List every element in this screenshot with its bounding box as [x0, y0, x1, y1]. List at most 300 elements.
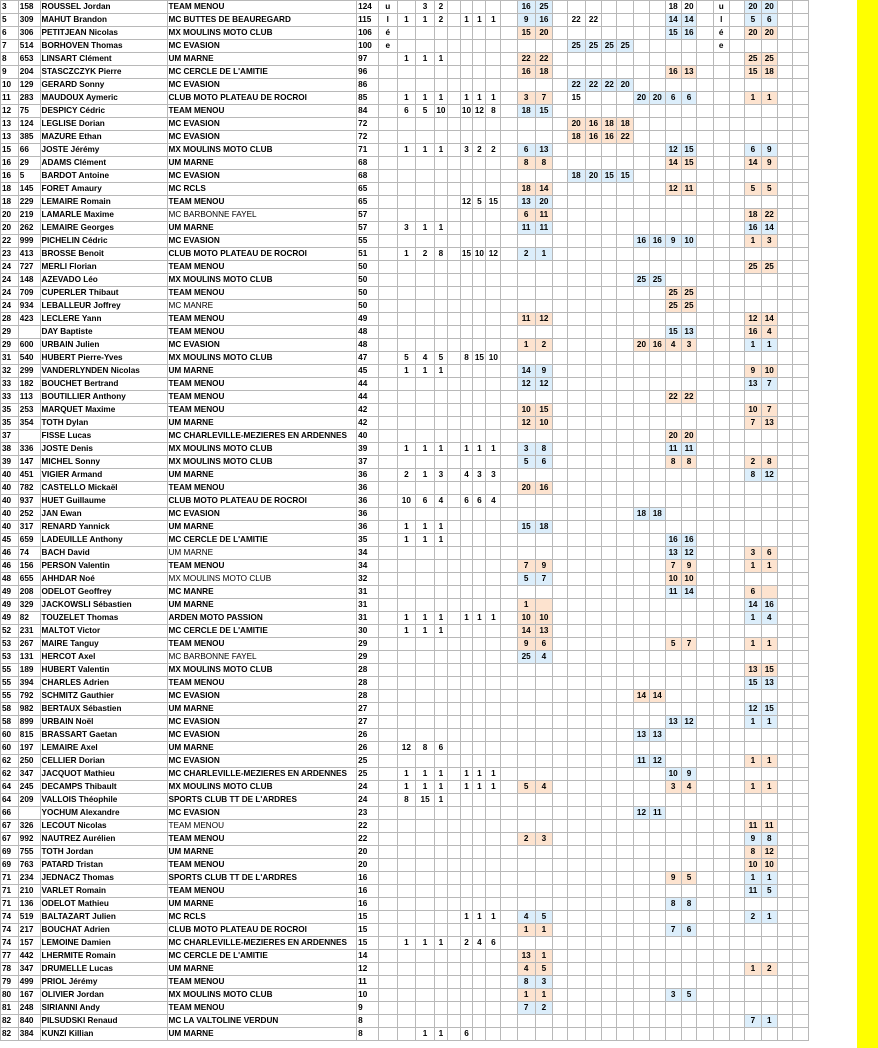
heat-b-cell: 8 — [460, 352, 473, 365]
rank-cell: 78 — [1, 963, 19, 976]
heat-b-cell: 3 — [460, 144, 473, 157]
score-cell — [617, 404, 634, 417]
score-cell — [649, 885, 665, 898]
total-cell: 10 — [357, 989, 379, 1002]
score-cell — [585, 586, 602, 599]
score-cell — [617, 235, 634, 248]
score-cell — [567, 885, 585, 898]
table-row — [1, 1002, 857, 1015]
table-row — [1, 27, 857, 40]
score-cell — [535, 430, 553, 443]
score-cell — [585, 53, 602, 66]
score-cell: 18 — [517, 105, 535, 118]
score-cell — [585, 755, 602, 768]
total-cell: 48 — [357, 326, 379, 339]
marker-left-cell — [378, 599, 397, 612]
spacer-cell — [501, 1002, 517, 1015]
score-cell — [585, 378, 602, 391]
number-cell: 755 — [18, 846, 40, 859]
score-cell — [585, 937, 602, 950]
spacer-cell — [793, 872, 808, 885]
heat-b-cell — [460, 521, 473, 534]
rider-name-cell: TOUZELET Thomas — [40, 612, 167, 625]
score-cell — [634, 638, 650, 651]
spacer-cell — [793, 404, 808, 417]
score-cell — [535, 469, 553, 482]
heat-a-cell — [416, 79, 435, 92]
score-cell: 15 — [517, 27, 535, 40]
spacer-cell — [553, 638, 568, 651]
score-cell: 15 — [535, 105, 553, 118]
score-cell — [585, 157, 602, 170]
score-cell: 15 — [567, 92, 585, 105]
score-cell — [535, 274, 553, 287]
spacer-cell — [697, 27, 713, 40]
marker-left-cell — [378, 807, 397, 820]
marker-left-cell — [378, 924, 397, 937]
number-cell: 451 — [18, 469, 40, 482]
score-cell — [585, 521, 602, 534]
spacer-cell — [777, 183, 792, 196]
score-cell: 10 — [517, 404, 535, 417]
spacer-cell — [777, 235, 792, 248]
club-cell: MC EVASION — [167, 131, 357, 144]
score-cell — [617, 248, 634, 261]
spacer-cell — [447, 313, 460, 326]
rank-cell: 53 — [1, 638, 19, 651]
heat-a-cell — [397, 66, 416, 79]
score-cell: 9 — [681, 768, 697, 781]
score-cell — [761, 898, 777, 911]
score-cell — [761, 482, 777, 495]
score-cell: 18 — [535, 521, 553, 534]
heat-a-cell: 1 — [416, 144, 435, 157]
marker-left-cell — [378, 690, 397, 703]
score-cell — [681, 508, 697, 521]
spacer-cell — [501, 339, 517, 352]
heat-b-cell — [460, 742, 473, 755]
score-cell: 11 — [634, 755, 650, 768]
marker-left-cell — [378, 235, 397, 248]
marker-left-cell — [378, 534, 397, 547]
rank-cell: 71 — [1, 872, 19, 885]
marker-left-cell — [378, 885, 397, 898]
spacer-cell — [447, 846, 460, 859]
score-cell — [602, 274, 617, 287]
heat-a-cell — [416, 807, 435, 820]
heat-a-cell — [416, 859, 435, 872]
heat-a-cell — [434, 196, 447, 209]
score-cell — [567, 1002, 585, 1015]
heat-b-cell — [460, 716, 473, 729]
spacer-cell — [553, 781, 568, 794]
score-cell: 25 — [761, 261, 777, 274]
spacer-cell — [501, 690, 517, 703]
spacer-cell — [697, 313, 713, 326]
spacer-cell — [447, 495, 460, 508]
heat-a-cell — [397, 911, 416, 924]
spacer-cell — [777, 716, 792, 729]
score-cell: 6 — [681, 92, 697, 105]
score-cell — [649, 976, 665, 989]
rider-name-cell: BARDOT Antoine — [40, 170, 167, 183]
marker-right-cell — [713, 690, 729, 703]
spacer-cell — [697, 339, 713, 352]
score-cell — [649, 573, 665, 586]
club-cell: MC CERCLE DE L'AMITIE — [167, 950, 357, 963]
score-cell: 22 — [681, 391, 697, 404]
score-cell — [634, 898, 650, 911]
spacer-cell — [729, 833, 744, 846]
score-cell — [649, 326, 665, 339]
score-cell: 14 — [649, 690, 665, 703]
heat-a-cell — [416, 950, 435, 963]
heat-b-cell — [473, 989, 486, 1002]
heat-b-cell — [486, 846, 501, 859]
heat-b-cell: 2 — [486, 144, 501, 157]
table-row — [1, 313, 857, 326]
total-cell: 124 — [357, 1, 379, 14]
heat-a-cell: 1 — [397, 612, 416, 625]
score-cell — [535, 898, 553, 911]
score-cell: 7 — [517, 1002, 535, 1015]
score-cell — [535, 677, 553, 690]
spacer-cell — [697, 157, 713, 170]
number-cell: 210 — [18, 885, 40, 898]
spacer-cell — [501, 131, 517, 144]
total-cell: 28 — [357, 677, 379, 690]
heat-b-cell — [460, 183, 473, 196]
spacer-cell — [447, 469, 460, 482]
spacer-cell — [447, 690, 460, 703]
marker-left-cell — [378, 157, 397, 170]
marker-left-cell — [378, 248, 397, 261]
number-cell: 306 — [18, 27, 40, 40]
heat-b-cell — [460, 339, 473, 352]
score-cell — [602, 534, 617, 547]
heat-a-cell — [416, 313, 435, 326]
score-cell — [745, 989, 762, 1002]
score-cell — [681, 482, 697, 495]
spacer-cell — [793, 40, 808, 53]
heat-a-cell — [416, 976, 435, 989]
marker-left-cell — [378, 391, 397, 404]
spacer-cell — [777, 339, 792, 352]
score-cell — [681, 690, 697, 703]
rider-name-cell: MAIRE Tanguy — [40, 638, 167, 651]
score-cell — [617, 599, 634, 612]
heat-b-cell — [486, 1002, 501, 1015]
marker-left-cell — [378, 105, 397, 118]
score-cell — [634, 313, 650, 326]
spacer-cell — [777, 586, 792, 599]
spacer-cell — [777, 625, 792, 638]
score-cell — [602, 937, 617, 950]
score-cell — [649, 638, 665, 651]
heat-b-cell — [486, 872, 501, 885]
heat-b-cell: 1 — [460, 92, 473, 105]
heat-a-cell — [397, 1, 416, 14]
marker-left-cell — [378, 859, 397, 872]
score-cell — [745, 170, 762, 183]
marker-left-cell — [378, 469, 397, 482]
heat-a-cell — [397, 1015, 416, 1028]
score-cell: 1 — [745, 92, 762, 105]
spacer-cell — [729, 157, 744, 170]
number-cell: 231 — [18, 625, 40, 638]
spacer-cell — [447, 651, 460, 664]
marker-right-cell — [713, 261, 729, 274]
score-cell — [617, 1002, 634, 1015]
heat-a-cell — [434, 66, 447, 79]
score-cell — [602, 105, 617, 118]
rank-cell: 82 — [1, 1015, 19, 1028]
score-cell — [681, 651, 697, 664]
score-cell: 1 — [761, 911, 777, 924]
spacer-cell — [501, 66, 517, 79]
score-cell — [567, 924, 585, 937]
score-cell: 8 — [681, 456, 697, 469]
score-cell — [567, 677, 585, 690]
heat-b-cell — [473, 794, 486, 807]
heat-a-cell — [397, 170, 416, 183]
heat-b-cell — [473, 1002, 486, 1015]
score-cell — [517, 261, 535, 274]
heat-b-cell: 6 — [486, 937, 501, 950]
club-cell: UM MARNE — [167, 521, 357, 534]
total-cell: 9 — [357, 1002, 379, 1015]
table-row — [1, 53, 857, 66]
heat-a-cell — [416, 599, 435, 612]
spacer-cell — [729, 248, 744, 261]
score-cell: 3 — [665, 989, 681, 1002]
spacer-cell — [777, 807, 792, 820]
table-row — [1, 937, 857, 950]
score-cell — [517, 131, 535, 144]
score-cell — [567, 729, 585, 742]
marker-right-cell — [713, 586, 729, 599]
spacer-cell — [697, 963, 713, 976]
score-cell — [665, 469, 681, 482]
spacer-cell — [697, 898, 713, 911]
heat-b-cell — [486, 417, 501, 430]
spacer-cell — [501, 274, 517, 287]
spacer-cell — [793, 365, 808, 378]
heat-b-cell — [486, 729, 501, 742]
table-row — [1, 898, 857, 911]
marker-left-cell — [378, 833, 397, 846]
club-cell: TEAM MENOU — [167, 859, 357, 872]
rider-name-cell: HERCOT Axel — [40, 651, 167, 664]
score-cell — [634, 326, 650, 339]
number-cell: 66 — [18, 144, 40, 157]
rider-name-cell: FISSE Lucas — [40, 430, 167, 443]
spacer-cell — [729, 989, 744, 1002]
heat-a-cell — [434, 456, 447, 469]
score-cell — [535, 768, 553, 781]
spacer-cell — [553, 937, 568, 950]
club-cell: MC EVASION — [167, 339, 357, 352]
heat-a-cell: 1 — [397, 92, 416, 105]
score-cell — [602, 989, 617, 1002]
heat-b-cell — [473, 456, 486, 469]
score-cell — [649, 209, 665, 222]
score-cell — [585, 339, 602, 352]
score-cell: 20 — [535, 196, 553, 209]
heat-b-cell — [473, 560, 486, 573]
total-cell: 51 — [357, 248, 379, 261]
score-cell: 9 — [745, 365, 762, 378]
spacer-cell — [447, 898, 460, 911]
score-cell — [681, 209, 697, 222]
marker-left-cell — [378, 456, 397, 469]
club-cell: CLUB MOTO PLATEAU DE ROCROI — [167, 495, 357, 508]
heat-a-cell — [434, 339, 447, 352]
heat-b-cell — [486, 534, 501, 547]
number-cell: 158 — [18, 1, 40, 14]
score-cell: 10 — [745, 859, 762, 872]
rank-cell: 67 — [1, 820, 19, 833]
heat-a-cell — [434, 482, 447, 495]
rider-name-cell: OLIVIER Jordan — [40, 989, 167, 1002]
score-cell — [634, 443, 650, 456]
spacer-cell — [697, 885, 713, 898]
score-cell: 1 — [517, 989, 535, 1002]
score-cell: 25 — [535, 1, 553, 14]
score-cell — [649, 794, 665, 807]
score-cell — [761, 534, 777, 547]
score-cell — [517, 820, 535, 833]
heat-a-cell — [416, 677, 435, 690]
number-cell: 283 — [18, 92, 40, 105]
table-row — [1, 235, 857, 248]
score-cell: 13 — [745, 378, 762, 391]
score-cell — [745, 40, 762, 53]
score-cell: 1 — [761, 716, 777, 729]
heat-b-cell — [473, 79, 486, 92]
spacer-cell — [447, 768, 460, 781]
score-cell: 1 — [517, 339, 535, 352]
score-cell — [634, 183, 650, 196]
score-cell: 15 — [681, 157, 697, 170]
heat-b-cell — [486, 66, 501, 79]
score-cell — [535, 703, 553, 716]
heat-b-cell — [486, 547, 501, 560]
table-row — [1, 456, 857, 469]
heat-a-cell: 1 — [434, 625, 447, 638]
heat-b-cell — [486, 79, 501, 92]
number-cell: 189 — [18, 664, 40, 677]
score-cell — [634, 378, 650, 391]
score-cell — [602, 521, 617, 534]
spacer-cell — [793, 638, 808, 651]
score-cell — [617, 261, 634, 274]
score-cell — [517, 807, 535, 820]
spacer-cell — [447, 625, 460, 638]
marker-left-cell — [378, 79, 397, 92]
score-cell: 13 — [517, 950, 535, 963]
heat-b-cell — [473, 222, 486, 235]
score-cell — [585, 456, 602, 469]
score-cell — [617, 456, 634, 469]
score-cell — [585, 209, 602, 222]
score-cell: 10 — [517, 612, 535, 625]
heat-b-cell: 6 — [460, 495, 473, 508]
score-cell — [665, 807, 681, 820]
score-cell: 1 — [535, 950, 553, 963]
marker-right-cell — [713, 469, 729, 482]
spacer-cell — [447, 872, 460, 885]
score-cell: 8 — [761, 833, 777, 846]
spacer-cell — [793, 300, 808, 313]
heat-b-cell — [473, 703, 486, 716]
score-cell — [602, 573, 617, 586]
spacer-cell — [553, 313, 568, 326]
spacer-cell — [729, 326, 744, 339]
spacer-cell — [729, 950, 744, 963]
rank-cell: 52 — [1, 625, 19, 638]
spacer-cell — [447, 794, 460, 807]
heat-b-cell — [473, 885, 486, 898]
rank-cell: 74 — [1, 911, 19, 924]
score-cell: 5 — [745, 183, 762, 196]
club-cell: UM MARNE — [167, 53, 357, 66]
spacer-cell — [447, 417, 460, 430]
heat-b-cell — [473, 898, 486, 911]
spacer-cell — [501, 963, 517, 976]
heat-b-cell — [460, 573, 473, 586]
heat-b-cell: 1 — [486, 612, 501, 625]
marker-right-cell — [713, 79, 729, 92]
spacer-cell — [501, 404, 517, 417]
score-cell — [649, 742, 665, 755]
club-cell: MC CHARLEVILLE-MEZIERES EN ARDENNES — [167, 430, 357, 443]
table-row — [1, 14, 857, 27]
score-cell — [585, 898, 602, 911]
score-cell — [761, 625, 777, 638]
score-cell: 16 — [649, 339, 665, 352]
spacer-cell — [697, 378, 713, 391]
spacer-cell — [697, 872, 713, 885]
number-cell: 655 — [18, 573, 40, 586]
heat-a-cell — [416, 885, 435, 898]
heat-a-cell — [434, 417, 447, 430]
score-cell: 25 — [634, 274, 650, 287]
total-cell: 39 — [357, 443, 379, 456]
heat-b-cell — [473, 482, 486, 495]
heat-a-cell — [434, 872, 447, 885]
score-cell: 10 — [535, 612, 553, 625]
score-cell — [602, 469, 617, 482]
score-cell — [602, 547, 617, 560]
spacer-cell — [729, 703, 744, 716]
spacer-cell — [553, 248, 568, 261]
score-cell: 4 — [535, 651, 553, 664]
club-cell: UM MARNE — [167, 547, 357, 560]
score-cell — [649, 820, 665, 833]
score-cell — [681, 807, 697, 820]
heat-a-cell: 1 — [434, 612, 447, 625]
heat-b-cell — [460, 703, 473, 716]
spacer-cell — [777, 105, 792, 118]
heat-a-cell — [434, 846, 447, 859]
marker-right-cell — [713, 547, 729, 560]
score-cell — [517, 391, 535, 404]
spacer-cell — [553, 677, 568, 690]
score-cell — [745, 1002, 762, 1015]
heat-a-cell: 2 — [416, 248, 435, 261]
score-cell — [617, 352, 634, 365]
